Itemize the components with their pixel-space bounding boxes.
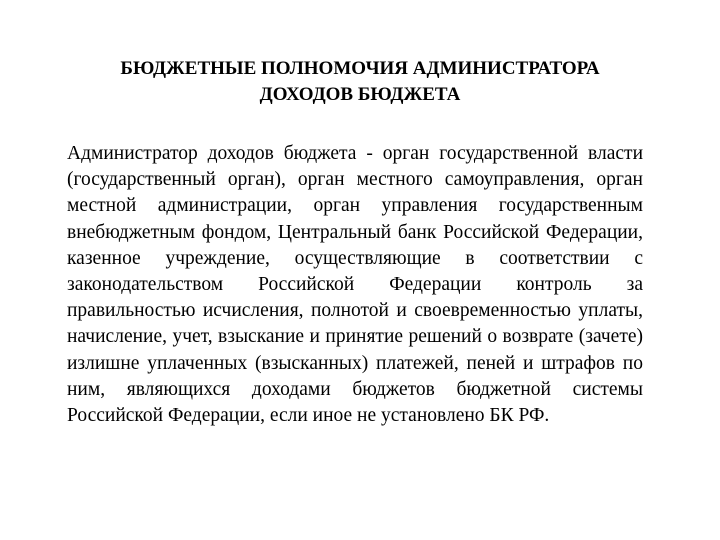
title-line-1: БЮДЖЕТНЫЕ ПОЛНОМОЧИЯ АДМИНИСТРАТОРА	[120, 58, 600, 79]
title-line-2: ДОХОДОВ БЮДЖЕТА	[259, 84, 461, 105]
slide-title	[60, 56, 660, 108]
definition-paragraph: Администратор доходов бюджета - орган государственной власти (государственный орган), орган местного самоуправления, орган местной администрации, орган управления государственным внебюджетным фондом, Центральный банк Российской Федерации, казенное учреждение, осуществляющие в соответствии с законодательством Российской Федерации контроль за правильностью исчисления, полнотой и своевременностью уплаты, начисление, учет, взыскание и принятие решений о возврате (зачете) излишне уплаченных (взысканных) платежей, пеней и штрафов по ним, являющихся доходами бюджетов бюджетной системы Российской Федерации, если иное не установлено БК РФ.	[67, 143, 643, 427]
